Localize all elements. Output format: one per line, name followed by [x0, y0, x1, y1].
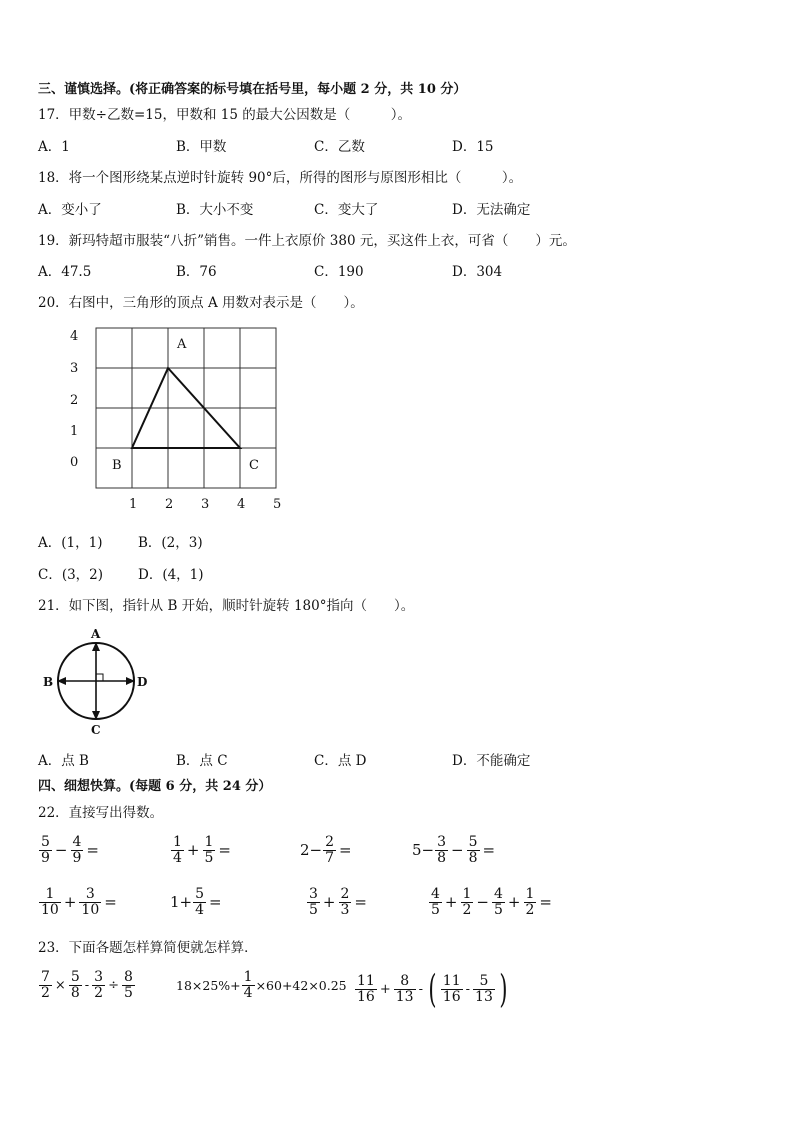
compass-label-a: A	[91, 627, 101, 641]
q19-option-b: B．76	[176, 264, 217, 280]
q17-stem: 17．甲数÷乙数=15，甲数和 15 的最大公因数是（ ）。	[38, 107, 411, 123]
x-label-4: 4	[237, 497, 246, 512]
x-label-2: 2	[165, 497, 174, 512]
q17-option-d: D．15	[452, 139, 494, 155]
q21-option-b: B．点 C	[176, 753, 228, 769]
coordinate-grid-figure	[60, 322, 300, 518]
compass-label-d: D	[137, 675, 148, 689]
q20-option-d: D．(4，1)	[138, 567, 204, 583]
y-label-0: 0	[70, 455, 79, 470]
compass-label-b: B	[43, 675, 54, 689]
y-label-4: 4	[70, 329, 79, 344]
q17-option-b: B．甲数	[176, 139, 227, 155]
q20-stem: 20．右图中，三角形的顶点 A 用数对表示是（ ）。	[38, 295, 364, 311]
q20-option-b: B．(2，3)	[138, 535, 203, 551]
q18-option-a: A．变小了	[38, 202, 102, 218]
q22-expression-6: 1+ $\frac{5}{4}$ =	[170, 886, 222, 918]
q17-option-c: C．乙数	[314, 139, 365, 155]
compass-pointer-figure	[40, 626, 155, 738]
q23-stem: 23．下面各题怎样算简便就怎样算．	[38, 940, 258, 956]
section-3-title: 三、谨慎选择。(将正确答案的标号填在括号里，每小题 2 分，共 10 分）	[38, 82, 467, 97]
q20-option-c: C．(3，2)	[38, 567, 104, 583]
q22-expression-4: 5− $\frac{3}{8}$ − $\frac{5}{8}$ =	[412, 834, 496, 866]
q21-option-a: A．点 B	[38, 753, 89, 769]
x-label-3: 3	[201, 497, 210, 512]
vertex-label-c: C	[249, 458, 259, 473]
q22-expression-5: $\frac{1}{10}$ + $\frac{3}{10}$ =	[41, 886, 117, 918]
y-label-1: 1	[70, 424, 79, 439]
vertex-label-a: A	[177, 337, 187, 352]
q18-option-b: B．大小不变	[176, 202, 254, 218]
q19-option-c: C．190	[314, 264, 364, 280]
q19-option-d: D．304	[452, 264, 503, 280]
q22-expression-3: 2− $\frac{2}{7}$ =	[300, 834, 352, 866]
q19-stem: 19．新玛特超市服装“八折”销售。一件上衣原价 380 元，买这件上衣，可省（ ）元。	[38, 233, 576, 249]
q19-option-a: A．47.5	[38, 264, 92, 280]
q22-stem: 22．直接写出得数。	[38, 805, 164, 821]
section-4-title: 四、细想快算。(每题 6 分，共 24 分）	[38, 779, 272, 794]
vertex-label-b: B	[112, 458, 122, 473]
q21-option-c: C．点 D	[314, 753, 367, 769]
q22-expression-7: $\frac{3}{5}$ + $\frac{2}{3}$ =	[309, 886, 367, 918]
y-label-3: 3	[70, 361, 79, 376]
q20-option-a: A．(1，1)	[38, 535, 103, 551]
q22-expression-1: $\frac{5}{9}$ − $\frac{4}{9}$ =	[41, 834, 99, 866]
q18-option-c: C．变大了	[314, 202, 379, 218]
compass-label-c: C	[91, 723, 101, 737]
q18-option-d: D．无法确定	[452, 202, 531, 218]
q18-stem: 18．将一个图形绕某点逆时针旋转 90°后，所得的图形与原图形相比（ ）。	[38, 170, 523, 186]
q21-option-d: D．不能确定	[452, 753, 531, 769]
q22-expression-2: $\frac{1}{4}$ + $\frac{1}{5}$ =	[173, 834, 231, 866]
q21-stem: 21．如下图，指针从 B 开始，顺时针旋转 180°指向（ ）。	[38, 598, 415, 614]
right-angle-mark	[96, 674, 103, 681]
y-label-2: 2	[70, 393, 79, 408]
q17-option-a: A．1	[38, 139, 70, 155]
q22-expression-8: $\frac{4}{5}$ + $\frac{1}{2}$ − $\frac{4}{5}$ + $\frac{1}{2}$ =	[431, 886, 552, 918]
q23-expression-2: 18×25%+ $\frac{1}{4}$ ×60+42×0.25	[176, 969, 347, 1001]
q23-expression-3: $\frac{11}{16}$ + $\frac{8}{13}$ - ( $\frac{11}{16}$ - $\frac{5}{13}$ )	[357, 967, 508, 1011]
q23-expression-1: $\frac{7}{2}$ × $\frac{5}{8}$ - $\frac{3}{2}$ ÷ $\frac{8}{5}$	[41, 969, 133, 1001]
x-label-5: 5	[273, 497, 282, 512]
x-label-1: 1	[129, 497, 138, 512]
